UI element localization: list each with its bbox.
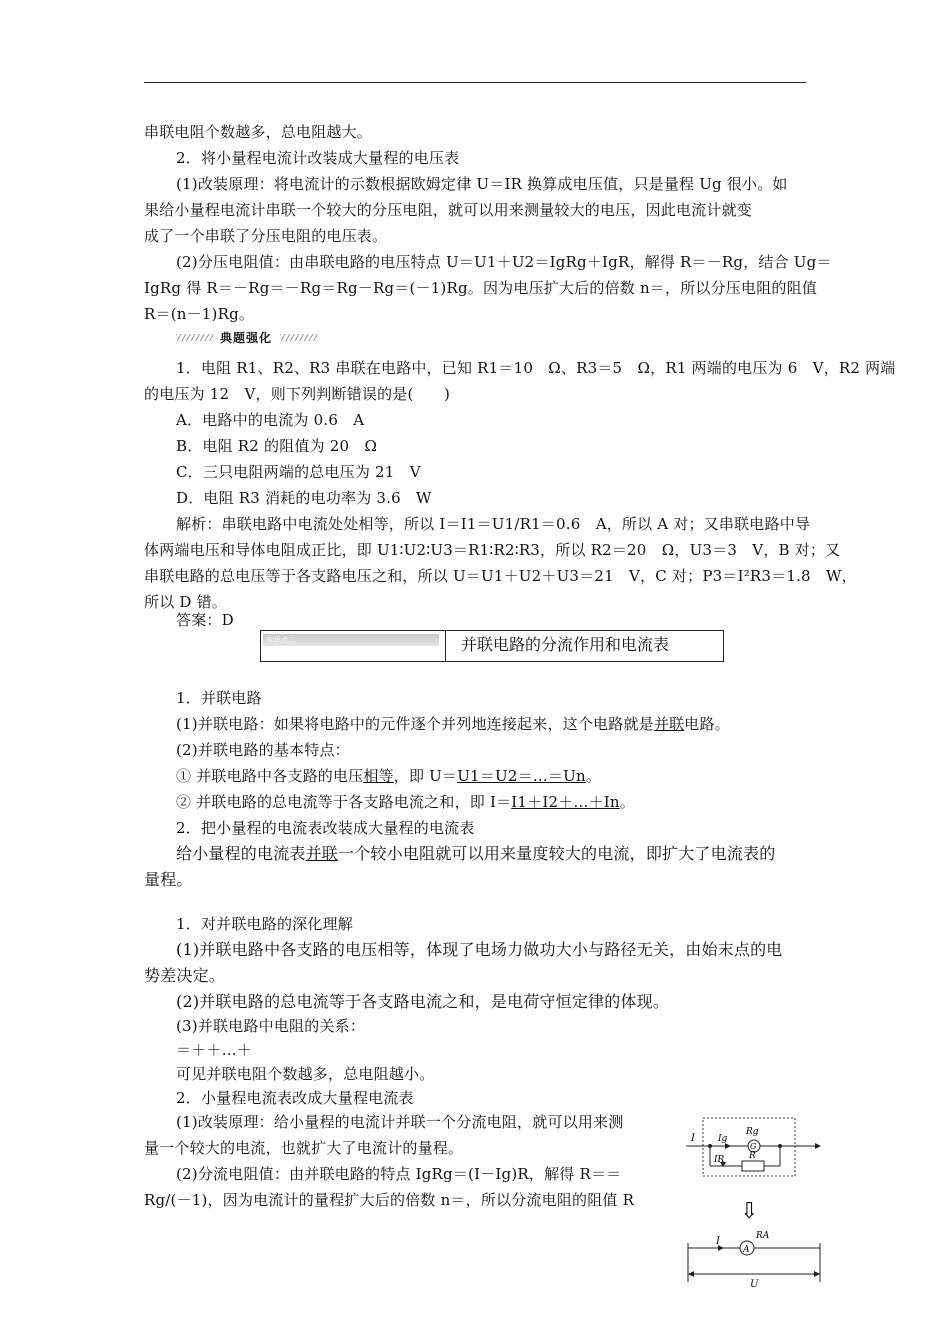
text-line: ① 并联电路中各支路的电压相等，即 U＝U1＝U2＝…＝Un。 [176,767,602,785]
galvanometer-label: G [750,1142,757,1151]
text-line: 成了一个串联了分压电阻的电压表。 [144,227,388,245]
knowledge-point-label: 知识点二 [263,634,439,646]
answer: 答案：D [176,611,234,629]
underlined-answer: U1＝U2＝…＝Un [457,767,586,785]
text-line: ② 并联电路的总电流等于各支路电流之和，即 I＝I1＋I2＋…＋In。 [176,793,635,811]
text-line: (2)分流电阻值：由并联电路的特点 IgRg＝(I－Ig)R，解得 R＝＝ [176,1165,622,1183]
resistance-label: R [749,1151,756,1161]
section-heading: 1．并联电路 [176,689,262,707]
question-stem: 1．电阻 R1、R2、R3 串联在电路中，已知 R1＝10 Ω、R3＝5 Ω，R1 两端的电压为 6 V，R2 两端 [176,359,896,377]
underlined-answer: 相等 [363,767,394,785]
section-heading: 2．小量程电流表改成大量程电流表 [176,1089,414,1107]
text-line: 果给小量程电流计串联一个较大的分压电阻，就可以用来测量较大的电压，因此电流计就变 [144,201,753,219]
circuit-diagram [680,1110,830,1290]
knowledge-point-banner [260,630,724,662]
section-heading: 2．将小量程电流计改装成大量程的电压表 [176,149,460,167]
analysis-line: 解析：串联电路中电流处处相等，所以 I＝I1＝U1/R1＝0.6 A，所以 A 对；又串联电路中导 [176,515,811,533]
ammeter-label: A [743,1245,750,1255]
text-line: (2)分压电阻值：由串联电路的电压特点 U＝U1＋U2＝IgRg＋IgR，解得 R＝－Rg，结合 Ug＝ [176,253,832,271]
text-line: 可见并联电阻个数越多，总电阻越小。 [176,1065,435,1083]
arrow-right-icon [815,1143,821,1149]
knowledge-point-title: 并联电路的分流作用和电流表 [461,635,670,654]
analysis-line: 串联电路的总电压等于各支路电压之和，所以 U＝U1＋U2＋U3＝21 V，C 对；P3＝I²R3＝1.8 W， [144,567,857,585]
text-line: 势差决定。 [144,966,226,985]
resistance-label: RA [756,1231,770,1241]
arrow-left-icon [688,1271,694,1277]
text-line: 量一个较大的电流，也就扩大了电流计的量程。 [144,1139,464,1157]
resistance-label: Rg [746,1127,759,1137]
practice-tag [176,330,316,346]
option-b: B．电阻 R2 的阻值为 20 Ω [176,437,378,455]
question-stem: 的电压为 12 V，则下列判断错误的是( ) [144,385,450,403]
underlined-answer: 并联 [653,715,685,733]
text-line: (1)改装原理：给小量程的电流计并联一个分流电阻，就可以用来测 [176,1113,624,1131]
text-line: 串联电阻个数越多，总电阻越大。 [144,123,373,141]
underlined-answer: 并联 [305,844,339,863]
current-label: I [691,1133,695,1144]
text-line: (3)并联电路中电阻的关系： [176,1017,366,1035]
current-label: IR [714,1155,725,1165]
text-line: (1)改装原理：将电流计的示数根据欧姆定律 U＝IR 换算成电压值，只是量程 Ug 很小。如 [176,175,788,193]
text-line: 量程。 [144,870,193,889]
resistor-icon [742,1161,764,1171]
hatch-decoration [176,334,214,341]
text-line: (1)并联电路中各支路的电压相等，体现了电场力做功大小与路径无关，由始末点的电 [176,940,783,959]
option-a: A．电路中的电流为 0.6 A [176,411,365,429]
header-rule [144,82,806,83]
option-d: D．电阻 R3 消耗的电功率为 3.6 W [176,489,432,507]
analysis-line: 体两端电压和导体电阻成正比，即 U1∶U2∶U3＝R1∶R2∶R3，所以 R2＝20 Ω，U3＝3 V，B 对；又 [144,541,841,559]
text-line: (2)并联电路的基本特点： [176,741,350,759]
arrow-right-icon [814,1271,820,1277]
banner-divider [445,631,446,661]
practice-tag-label: 典题强化 [220,331,273,345]
underlined-answer: I1＋I2＋…＋In [511,793,620,811]
analysis-line: 所以 D 错。 [144,593,227,611]
hatch-decoration [280,334,318,341]
text-line: R＝(n－1)Rg。 [144,305,255,323]
text-line: IgRg 得 R＝－Rg＝－Rg＝Rg－Rg＝(－1)Rg。因为电压扩大后的倍数 n＝，所以分压电阻的阻值 [144,279,818,297]
text-line: 给小量程的电流表并联一个较小电阻就可以用来量度较大的电流，即扩大了电流表的 [176,844,776,863]
text-line: (2)并联电路的总电流等于各支路电流之和，是电荷守恒定律的体现。 [176,992,670,1011]
section-heading: 1．对并联电路的深化理解 [176,915,353,933]
voltage-label: U [750,1279,759,1290]
text-line: Rg/(－1)，因为电流计的量程扩大后的倍数 n＝，所以分流电阻的阻值 R [144,1191,635,1209]
formula-line: ＝＋＋…＋ [176,1041,253,1059]
current-label: I [716,1236,720,1247]
section-heading: 2．把小量程的电流表改装成大量程的电流表 [176,819,475,837]
arrow-down-icon: ⇩ [740,1199,759,1224]
option-c: C．三只电阻两端的总电压为 21 V [176,463,421,481]
current-label: Ig [718,1134,728,1144]
text-line: (1)并联电路：如果将电路中的元件逐个并列地连接起来，这个电路就是并联电路。 [176,715,730,733]
